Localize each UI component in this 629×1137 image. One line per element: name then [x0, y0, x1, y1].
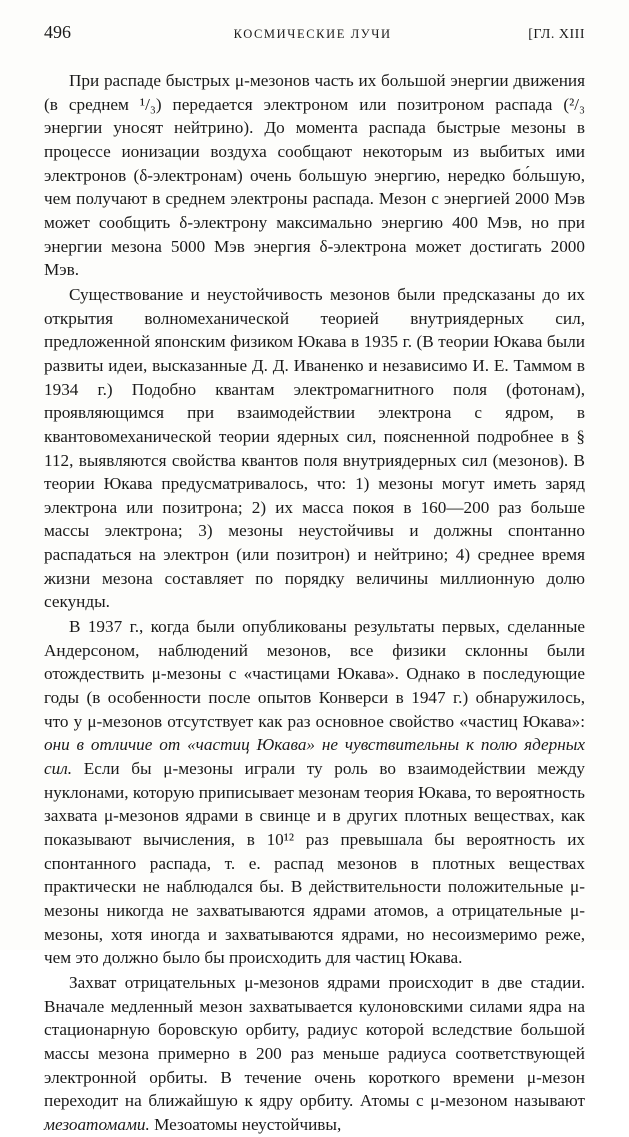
paragraph-4-italic-term: мезоатомами. — [44, 1114, 150, 1134]
chapter-label: [ГЛ. XIII — [528, 27, 585, 42]
paragraph-4-text-start: Захват отрицательных μ-мезонов ядрами происходит в две стадии. Вначале медленный мезон захватывается кулоновскими силами ядра на стационарную боровскую орбиту, радиус которой вследствие большой массы мезона примерно в 200 раз меньше радиуса соответствующей электронной орбиты. В течение очень короткого времени μ-мезон переходит на ближайшую к ядру орбиту. Атомы с μ-мезоном называют — [44, 972, 585, 1111]
running-title: КОСМИЧЕСКИЕ ЛУЧИ — [233, 27, 392, 41]
paragraph-3-text-end: Если бы μ-мезоны играли ту роль во взаимодействии между нуклонами, которую приписывает мезонам теория Юкава, то вероятность захвата μ-мезонов ядрами в свинце и в других плотных веществах, как показывают вычисления, в 10¹² раз превышала бы вероятность их спонтанного распада, т. е. распад мезонов в плотных веществах практически не наблюдался бы. В действительности положительные μ-мезоны никогда не захватываются ядрами атомов, а отрицательные μ-мезоны, хотя иногда и захватываются ядрами, но несоизмеримо реже, чем это должно было бы происходить для частиц Юкава. — [44, 759, 585, 968]
page-header — [44, 22, 585, 42]
paragraph-3-italic-statement: они в отличие от «частиц Юкава» не чувствительны к полю ядерных сил. — [44, 735, 585, 779]
paragraph-3-text-start: В 1937 г., когда были опубликованы результаты первых, сделанные Андерсоном, наблюдений мезонов, все физики склонны были отождествить μ-мезоны с «частицами Юкава». Однако в последующие годы (в особенности после опытов Конверси в 1947 г.) обнаружилось, что у μ-мезонов отсутствует как раз основное свойство «частиц Юкава»: — [44, 617, 585, 731]
paragraph-1: При распаде быстрых μ-мезонов часть их большой энергии движения (в среднем ¹/₃) передается электроном или позитроном распада (²/₃ энергии уносят нейтрино). До момента распада быстрые мезоны в процессе ионизации воздуха сообщают некоторым из выбитых ими электронов (δ-электронам) очень большую энергию, нередко бо́льшую, чем получают в среднем электроны распада. Мезон с энергией 2000 Мэв может сообщить δ-электрону максимально энергию 400 Мэв, но при энергии мезона 5000 Мэв энергия δ-электрона может достигать 2000 Мэв. — [44, 71, 585, 280]
paragraph-2: Существование и неустойчивость мезонов были предсказаны до их открытия волномеханической теорией внутриядерных сил, предложенной японским физиком Юкава в 1935 г. (В теории Юкава были развиты идеи, высказанные Д. Д. Иваненко и независимо И. Е. Таммом в 1934 г.) Подобно квантам электромагнитного поля (фотонам), проявляющимся при взаимодействии электрона с ядром, в квантовомеханической теории ядерных сил, поясненной подробнее в § 112, выявляются свойства квантов поля внутриядерных сил (мезонов). В теории Юкава предусматривалось, что: 1) мезоны могут иметь заряд электрона или позитрона; 2) их масса покоя в 160—200 раз больше массы электрона; 3) мезоны неустойчивы и должны спонтанно распадаться на электрон (или позитрон) и нейтрино; 4) среднее время жизни мезона составляет по порядку величины миллионную долю секунды. — [44, 284, 585, 612]
paragraph-3 — [44, 615, 585, 970]
paragraph-4-text-end: Мезоатомы неустойчивы, — [149, 1114, 342, 1134]
paragraph-4 — [44, 971, 585, 1137]
page-body — [44, 69, 585, 1137]
page-number: 496 — [44, 22, 71, 42]
